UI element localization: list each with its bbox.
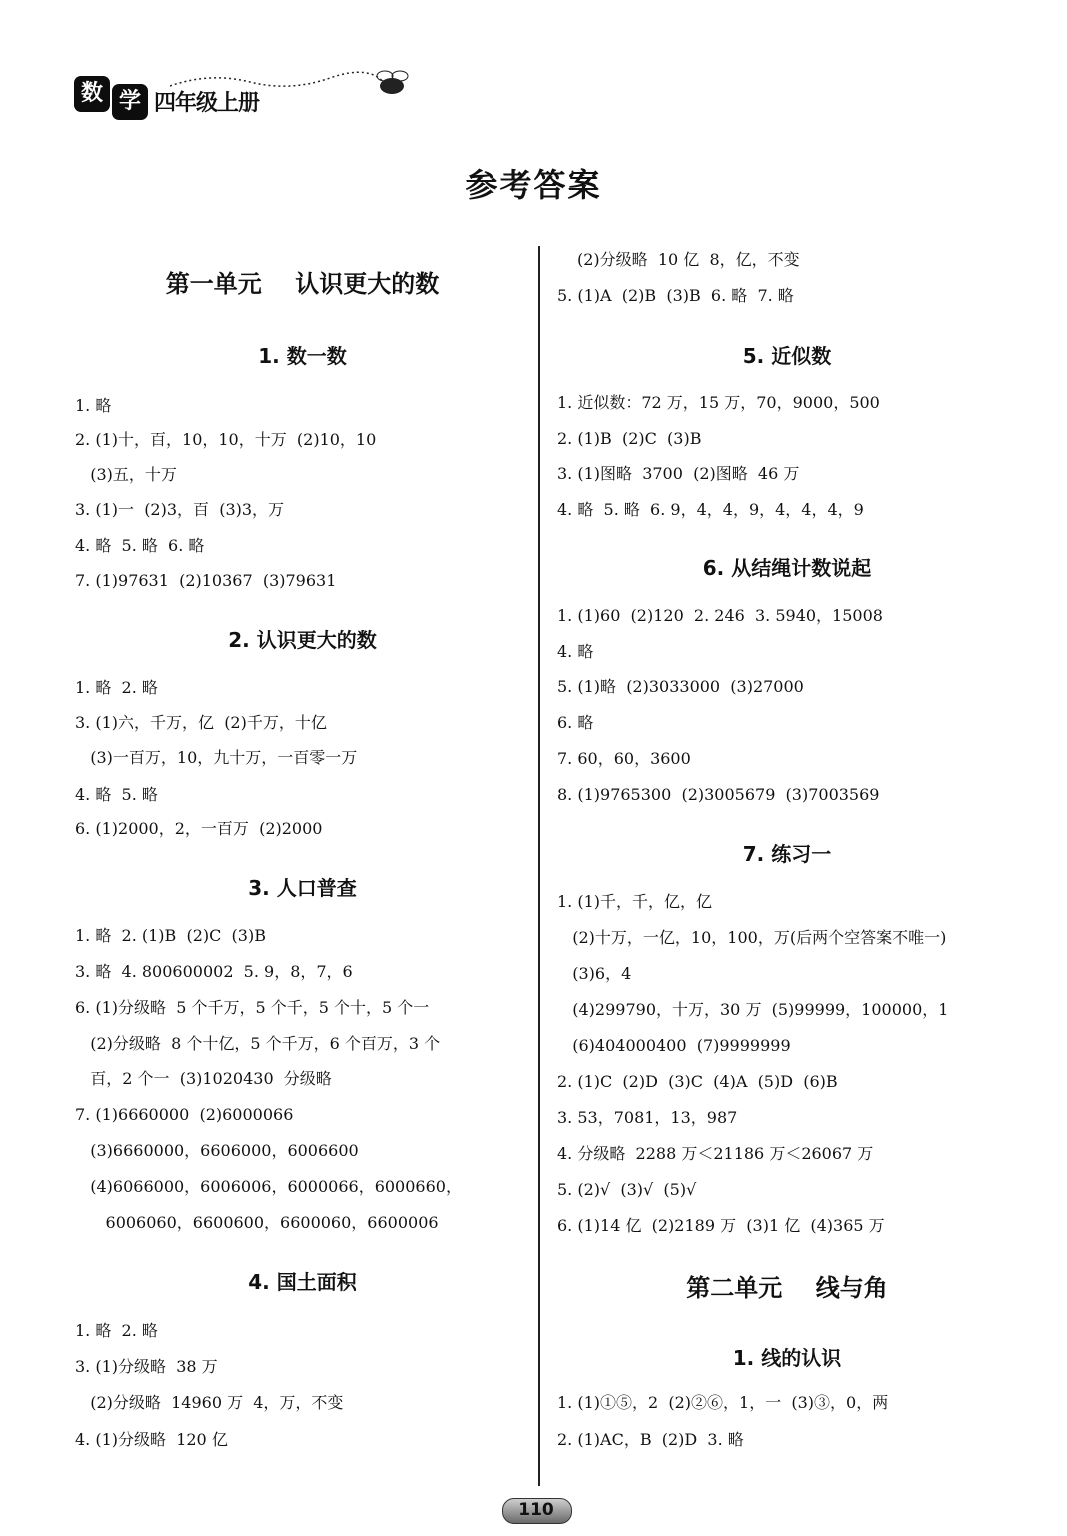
answer-line: 3. 53，7081，13，987 xyxy=(557,1108,738,1127)
section-heading: 2. 认识更大的数 xyxy=(228,628,377,652)
answer-line: (2)十万，一亿，10，100，万(后两个空答案不唯一) xyxy=(557,928,947,947)
answer-line: 3. 略 4. 800600002 5. 9，8，7，6 xyxy=(75,962,353,981)
answer-line: 8. (1)9765300 (2)3005679 (3)7003569 xyxy=(557,785,880,804)
section-heading: 1. 数一数 xyxy=(258,344,347,368)
section-heading: 6. 从结绳计数说起 xyxy=(702,556,872,580)
answer-line: 3. (1)图略 3700 (2)图略 46 万 xyxy=(557,464,800,483)
answer-line: (3)一百万，10，九十万，一百零一万 xyxy=(75,748,358,767)
answer-line: 3. (1)分级略 38 万 xyxy=(75,1357,218,1376)
answer-line: 5. (1)略 (2)3033000 (3)27000 xyxy=(557,677,804,696)
section-heading: 1. 线的认识 xyxy=(732,1346,842,1370)
section-heading: 7. 练习一 xyxy=(742,842,832,866)
answer-line: 1. 近似数：72 万，15 万，70，9000，500 xyxy=(557,393,880,412)
answer-line: 4. (1)分级略 120 亿 xyxy=(75,1430,228,1449)
page-number: 110 xyxy=(518,1500,554,1520)
bee-decoration-icon xyxy=(170,68,410,108)
section-heading: 3. 人口普查 xyxy=(248,876,357,900)
answer-line: 4. 略 5. 略 6. 9，4，4，9，4，4，4，9 xyxy=(557,500,864,519)
answer-line: 1. (1)千，千，亿，亿 xyxy=(557,892,713,911)
answer-line: 5. (1)A (2)B (3)B 6. 略 7. 略 xyxy=(557,286,794,305)
page-number-badge xyxy=(492,1492,580,1526)
answer-line: 2. (1)C (2)D (3)C (4)A (5)D (6)B xyxy=(557,1072,838,1091)
answer-line: 4. 略 5. 略 xyxy=(75,785,158,804)
answer-line: (4)6066000，6006006，6000066，6000660， xyxy=(75,1177,462,1196)
answer-line: 3. (1)六，千万，亿 (2)千万，十亿 xyxy=(75,713,327,732)
answer-line: 3. (1)一 (2)3，百 (3)3，万 xyxy=(75,500,285,519)
unit-heading-1: 第一单元 认识更大的数 xyxy=(165,270,440,298)
brand-badge-xue: 学 xyxy=(112,84,148,120)
answer-line: 1. 略 xyxy=(75,396,112,415)
answer-line: (3)五，十万 xyxy=(75,465,177,484)
answer-line: 1. (1)60 (2)120 2. 246 3. 5940，15008 xyxy=(557,606,883,625)
grade-label: 四年级上册 xyxy=(154,91,260,116)
answer-line: (6)404000400 (7)9999999 xyxy=(557,1036,791,1055)
answer-line: (4)299790，十万，30 万 (5)99999，100000，1 xyxy=(557,1000,949,1019)
answer-line: 7. (1)97631 (2)10367 (3)79631 xyxy=(75,571,337,590)
answer-line: 百，2 个一 (3)1020430 分级略 xyxy=(75,1069,332,1088)
answer-line: 6006060，6600600，6600060，6600006 xyxy=(75,1213,439,1232)
answer-line: 4. 略 xyxy=(557,642,594,661)
answer-line: 4. 略 5. 略 6. 略 xyxy=(75,536,205,555)
answer-line: 1. 略 2. 略 xyxy=(75,678,158,697)
unit-heading-2: 第二单元 线与角 xyxy=(686,1274,888,1302)
answer-line: 6. (1)分级略 5 个千万，5 个千，5 个十，5 个一 xyxy=(75,998,430,1017)
answer-line: 6. (1)14 亿 (2)2189 万 (3)1 亿 (4)365 万 xyxy=(557,1216,885,1235)
answer-line: 2. (1)十，百，10，10，十万 (2)10，10 xyxy=(75,430,377,449)
answer-line: 4. 分级略 2288 万＜21186 万＜26067 万 xyxy=(557,1144,874,1163)
section-heading: 5. 近似数 xyxy=(742,344,832,368)
answer-line: (2)分级略 8 个十亿，5 个千万，6 个百万，3 个 xyxy=(75,1034,441,1053)
answer-line: 5. (2)√ (3)√ (5)√ xyxy=(557,1180,697,1199)
answer-line: 1. 略 2. 略 xyxy=(75,1321,158,1340)
answer-line: (3)6660000，6606000，6006600 xyxy=(75,1141,359,1160)
answer-line: (2)分级略 10 亿 8，亿，不变 xyxy=(577,250,800,269)
brand-badge-shu: 数 xyxy=(74,76,110,112)
answer-line: 6. 略 xyxy=(557,713,594,732)
answer-line: (3)6，4 xyxy=(557,964,632,983)
answer-line: 2. (1)AC，B (2)D 3. 略 xyxy=(557,1430,744,1449)
answer-line: (2)分级略 14960 万 4，万，不变 xyxy=(75,1393,344,1412)
answer-line: 7. 60，60，3600 xyxy=(557,749,691,768)
answer-line: 7. (1)6660000 (2)6000066 xyxy=(75,1105,294,1124)
answer-line: 2. (1)B (2)C (3)B xyxy=(557,429,702,448)
section-heading: 4. 国土面积 xyxy=(248,1270,357,1294)
page-title: 参考答案 xyxy=(465,166,602,204)
answer-line: 6. (1)2000，2，一百万 (2)2000 xyxy=(75,819,323,838)
answer-line: 1. 略 2. (1)B (2)C (3)B xyxy=(75,926,266,945)
answer-line: 1. (1)①⑤，2 (2)②⑥，1，一 (3)③，0，两 xyxy=(557,1393,889,1412)
book-brand xyxy=(70,68,370,118)
column-divider xyxy=(538,246,540,1486)
